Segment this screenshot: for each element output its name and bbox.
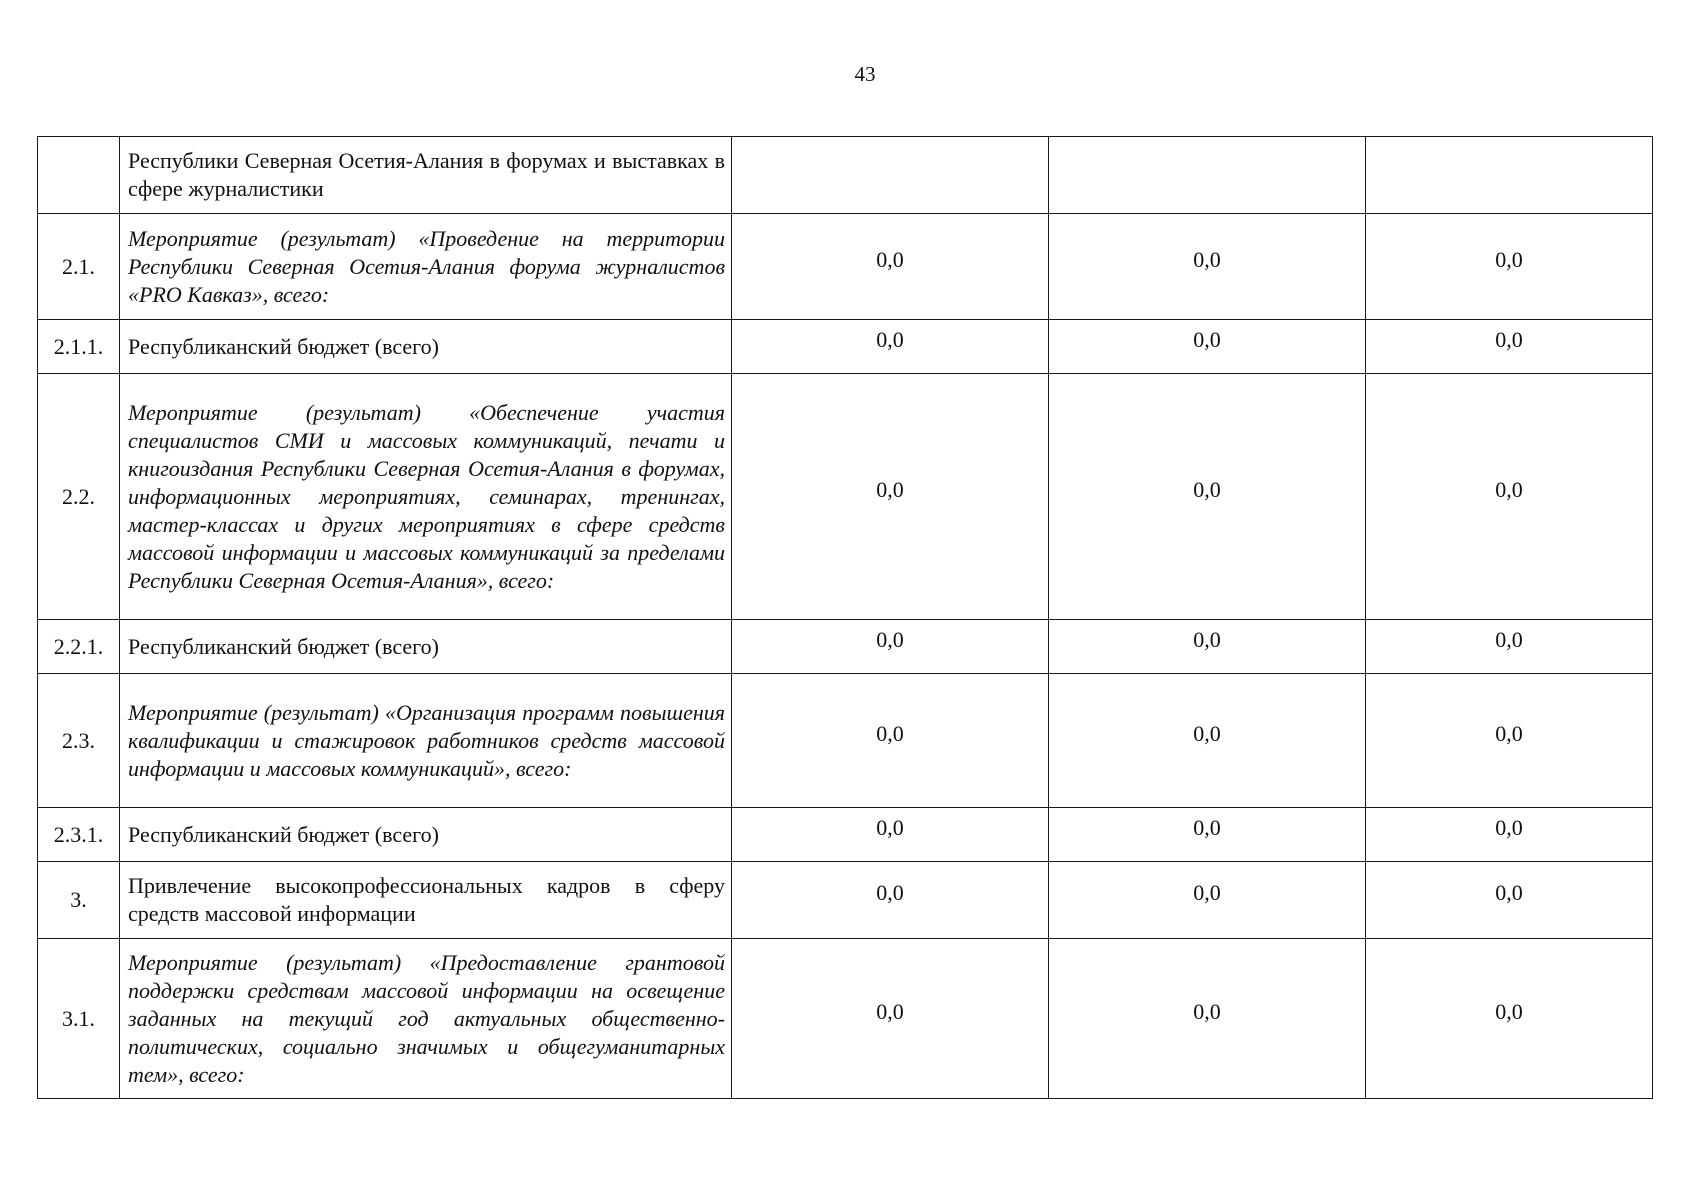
- row-number: 3.: [38, 862, 120, 939]
- row-number: 2.3.1.: [38, 808, 120, 862]
- value-cell: [1049, 320, 1366, 374]
- table-row: [38, 374, 1653, 620]
- value-cell: [1049, 862, 1366, 939]
- value-cell: [1049, 620, 1366, 674]
- value-text: 0,0: [1495, 246, 1523, 272]
- value-text: 0,0: [1193, 720, 1221, 746]
- row-number: 2.2.: [38, 374, 120, 620]
- value-cell: [1366, 374, 1653, 620]
- value-text: 0,0: [1193, 998, 1221, 1024]
- value-text: 0,0: [1193, 246, 1221, 272]
- value-text: 0,0: [876, 476, 904, 502]
- budget-table: [37, 136, 1653, 1099]
- row-description: Республиканский бюджет (всего): [120, 808, 732, 862]
- value-cell: [1366, 320, 1653, 374]
- page-number: 43: [854, 62, 876, 86]
- row-description: Мероприятие (результат) «Проведение на территории Республики Северная Осетия-Алания форума журналистов «PRO Кавказ», всего:: [120, 214, 732, 320]
- value-cell: [1049, 374, 1366, 620]
- row-description: Республиканский бюджет (всего): [120, 320, 732, 374]
- value-text: 0,0: [1495, 814, 1523, 840]
- value-text: 0,0: [876, 720, 904, 746]
- table-row: [38, 862, 1653, 939]
- table-row: [38, 620, 1653, 674]
- value-cell: [1049, 137, 1366, 214]
- value-cell: [1366, 620, 1653, 674]
- table-row: [38, 939, 1653, 1099]
- value-text: 0,0: [876, 326, 904, 352]
- value-text: 0,0: [876, 880, 904, 905]
- value-cell: [1366, 939, 1653, 1099]
- value-text: 0,0: [1495, 326, 1523, 352]
- value-cell: [732, 320, 1049, 374]
- row-description: Республиканский бюджет (всего): [120, 620, 732, 674]
- value-text: 0,0: [1193, 814, 1221, 840]
- value-cell: [732, 137, 1049, 214]
- value-text: 0,0: [876, 246, 904, 272]
- value-cell: [1049, 214, 1366, 320]
- row-number: 2.1.: [38, 214, 120, 320]
- row-description: Мероприятие (результат) «Организация программ повышения квалификации и стажировок работников средств массовой информации и массовых коммуникаций», всего:: [120, 674, 732, 808]
- table-row: [38, 320, 1653, 374]
- value-text: 0,0: [876, 998, 904, 1024]
- value-text: 0,0: [1193, 626, 1221, 652]
- value-text: 0,0: [1193, 326, 1221, 352]
- value-cell: [732, 939, 1049, 1099]
- row-number: 2.3.: [38, 674, 120, 808]
- value-cell: [1366, 862, 1653, 939]
- value-text: 0,0: [1495, 880, 1523, 905]
- value-cell: [1366, 137, 1653, 214]
- row-description: Привлечение высокопрофессиональных кадров в сферу средств массовой информации: [120, 862, 732, 939]
- value-text: 0,0: [1495, 998, 1523, 1024]
- value-cell: [732, 674, 1049, 808]
- value-cell: [732, 862, 1049, 939]
- value-text: 0,0: [1495, 720, 1523, 746]
- row-number: 2.2.1.: [38, 620, 120, 674]
- value-cell: [1366, 674, 1653, 808]
- row-number: 3.1.: [38, 939, 120, 1099]
- value-cell: [1049, 808, 1366, 862]
- value-cell: [1049, 674, 1366, 808]
- value-cell: [732, 214, 1049, 320]
- row-number: [38, 137, 120, 214]
- row-description: Мероприятие (результат) «Предоставление грантовой поддержки средствам массовой информации на освещение заданных на текущий год актуальных общественно-политических, социально значимых и общегуманитарных тем», всего:: [120, 939, 732, 1099]
- row-number: 2.1.1.: [38, 320, 120, 374]
- row-description: Мероприятие (результат) «Обеспечение участия специалистов СМИ и массовых коммуникаций, печати и книгоиздания Республики Северная Осетия-Алания в форумах, информационных мероприятиях, семинарах, тренингах, мастер-классах и других мероприятиях в сфере средств массовой информации и массовых коммуникаций за пределами Республики Северная Осетия-Алания», всего:: [120, 374, 732, 620]
- value-cell: [1049, 939, 1366, 1099]
- value-text: 0,0: [1193, 476, 1221, 502]
- value-text: 0,0: [1495, 626, 1523, 652]
- value-cell: [1366, 808, 1653, 862]
- table-row: [38, 808, 1653, 862]
- value-cell: [732, 808, 1049, 862]
- table-row: [38, 674, 1653, 808]
- row-description: Республики Северная Осетия-Алания в форумах и выставках в сфере журналистики: [120, 137, 732, 214]
- table-row: [38, 214, 1653, 320]
- value-cell: [1366, 214, 1653, 320]
- value-cell: [732, 620, 1049, 674]
- table-row: [38, 137, 1653, 214]
- value-text: 0,0: [876, 814, 904, 840]
- value-text: 0,0: [1193, 880, 1221, 905]
- value-text: 0,0: [1495, 476, 1523, 502]
- value-cell: [732, 374, 1049, 620]
- value-text: 0,0: [876, 626, 904, 652]
